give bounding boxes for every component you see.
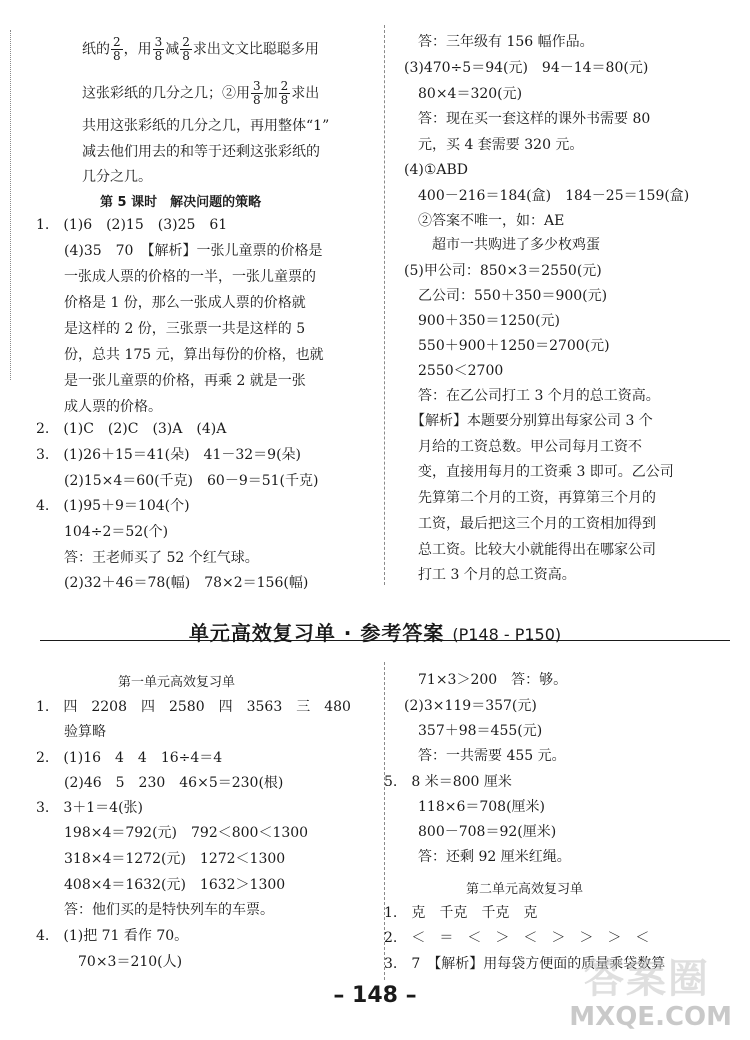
answer-line: 先算第二个月的工资，再算第三个月的 (404, 490, 656, 506)
answer-line: 乙公司：550＋350＝900(元) (404, 288, 608, 304)
answer-line: 3. 3＋1＝4(张) (36, 800, 144, 816)
answer-line: 800－708＝92(厘米) (404, 824, 557, 840)
answer-line: 3. 7 【解析】用每袋方便面的质量乘袋数算 (384, 956, 666, 972)
answer-line: 工资，最后把这三个月的工资相加得到 (404, 516, 656, 532)
watermark-site: MXQE.COM (569, 1002, 732, 1032)
answer-line: 71×3＞200 答：够。 (404, 672, 568, 688)
answer-line: (3)470÷5＝94(元) 94－14＝80(元) (404, 60, 649, 76)
unit-title: 第二单元高效复习单 (466, 882, 584, 897)
answer-line: 元，买 4 套需要 320 元。 (404, 137, 584, 153)
answer-line: 2. ＜ ＝ ＜ ＞ ＜ ＞ ＞ ＞ ＜ (384, 930, 650, 946)
answer-line: 104÷2＝52(个) (36, 524, 169, 540)
answer-line: (5)甲公司：850×3＝2550(元) (404, 263, 602, 279)
text-line: 这张彩纸的几分之几；②用 $\frac{3}{8}$ 加 $\frac{2}{8}$ 求出 (82, 79, 320, 107)
answer-line: 198×4＝792(元) 792＜800＜1300 (36, 825, 309, 841)
answer-line: (2)3×119＝357(元) (404, 698, 537, 714)
answer-line: 2. (1)16 4 4 16÷4＝4 (36, 750, 223, 766)
answer-line: (2)32＋46＝78(幅) 78×2＝156(幅) (36, 575, 309, 591)
answer-line: 3. (1)26＋15＝41(朵) 41－32＝9(朵) (36, 447, 302, 463)
answer-line: 1. 克 千克 千克 克 (384, 905, 538, 921)
answer-line: 408×4＝1632(元) 1632＞1300 (36, 877, 286, 893)
answer-line: 变，直接用每月的工资乘 3 即可。乙公司 (404, 464, 674, 480)
lesson-title: 第 5 课时 解决问题的策略 (100, 195, 262, 210)
banner-page-range: (P148 - P150) (452, 625, 562, 644)
watermark-logo: 答案圈 (584, 956, 710, 1002)
answer-line: (4)35 70 【解析】一张儿童票的价格是 (36, 243, 323, 259)
answer-line: 1. 四 2208 四 2580 四 3563 三 480 (36, 699, 351, 715)
answer-line: 357＋98＝455(元) (404, 723, 543, 739)
answer-line: 5. 8 米＝800 厘米 (384, 774, 512, 790)
fraction: $\frac{2}{8}$ (113, 35, 121, 63)
text-line: 几分之几。 (82, 169, 152, 185)
section-banner-title (0, 617, 750, 646)
answer-line: (2)15×4＝60(千克) 60－9＝51(千克) (36, 473, 319, 489)
answer-line: 4. (1)95＋9＝104(个) (36, 498, 190, 514)
answer-line: 118×6＝708(厘米) (404, 799, 546, 815)
answer-line: (2)46 5 230 46×5＝230(根) (36, 775, 284, 791)
answer-line: 总工资。比较大小就能得出在哪家公司 (404, 542, 656, 558)
answer-line: 80×4＝320(元) (404, 86, 523, 102)
answer-line: 成人票的价格。 (36, 399, 162, 415)
text-line: 纸的 $\frac{2}{8}$ ，用 $\frac{3}{8}$ 减 $\frac{2}{8}$ 求出文文比聪聪多用 (82, 35, 319, 63)
answer-line: 2550＜2700 (404, 363, 504, 379)
answer-line: 是一张儿童票的价格，再乘 2 就是一张 (36, 373, 306, 389)
answer-line: 答：王老师买了 52 个红气球。 (36, 550, 259, 566)
answer-line: 900＋350＝1250(元) (404, 313, 560, 329)
answer-line: 答：在乙公司打工 3 个月的总工资高。 (404, 388, 660, 404)
column-divider-top (384, 25, 385, 585)
banner-title-text: 单元高效复习单 · 参考答案 (188, 621, 445, 645)
answer-line: 318×4＝1272(元) 1272＜1300 (36, 851, 286, 867)
answer-line: 答：三年级有 156 幅作品。 (404, 34, 594, 50)
answer-line: 打工 3 个月的总工资高。 (404, 567, 576, 583)
answer-line: 月给的工资总数。甲公司每月工资不 (404, 439, 642, 455)
text-line: 共用这张彩纸的几分之几，再用整体“1” (82, 118, 330, 134)
answer-line: 验算略 (36, 724, 106, 740)
answer-line: 2. (1)C (2)C (3)A (4)A (36, 421, 227, 437)
answer-line: 4. (1)把 71 看作 70。 (36, 928, 189, 944)
answer-line: 是这样的 2 份，三张票一共是这样的 5 (36, 321, 306, 337)
answer-line: 超市一共购进了多少枚鸡蛋 (404, 237, 600, 253)
fraction: $\frac{3}{8}$ (253, 79, 261, 107)
answer-line: 70×3＝210(人) (36, 954, 183, 970)
fraction: $\frac{2}{8}$ (280, 79, 289, 107)
answer-line: 答：他们买的是特快列车的车票。 (36, 902, 274, 918)
text-line: 减去他们用去的和等于还剩这张彩纸的 (82, 144, 320, 160)
answer-line: 答：现在买一套这样的课外书需要 80 (404, 111, 651, 127)
answer-line: (4)①ABD (404, 162, 469, 178)
answer-line: 【解析】本题要分别算出每家公司 3 个 (404, 413, 653, 429)
page-number: – 148 – (333, 983, 417, 1008)
answer-line: 1. (1)6 (2)15 (3)25 61 (36, 217, 228, 233)
fraction: $\frac{3}{8}$ (154, 35, 163, 63)
left-margin-line (10, 30, 11, 380)
answer-line: 一张成人票的价格的一半，一张儿童票的 (36, 269, 316, 285)
answer-line: 400－216＝184(盒) 184－25＝159(盒) (404, 188, 690, 204)
unit-title: 第一单元高效复习单 (118, 675, 236, 690)
answer-line: 答：还剩 92 厘米红绳。 (404, 849, 571, 865)
answer-line: 价格是 1 份，那么一张成人票的价格就 (36, 295, 306, 311)
answer-line: ②答案不唯一，如：AE (404, 213, 565, 229)
answer-line: 份，总共 175 元，算出每份的价格，也就 (36, 347, 324, 363)
fraction: $\frac{2}{8}$ (182, 35, 190, 63)
answer-line: 答：一共需要 455 元。 (404, 748, 566, 764)
answer-line: 550＋900＋1250＝2700(元) (404, 338, 610, 354)
